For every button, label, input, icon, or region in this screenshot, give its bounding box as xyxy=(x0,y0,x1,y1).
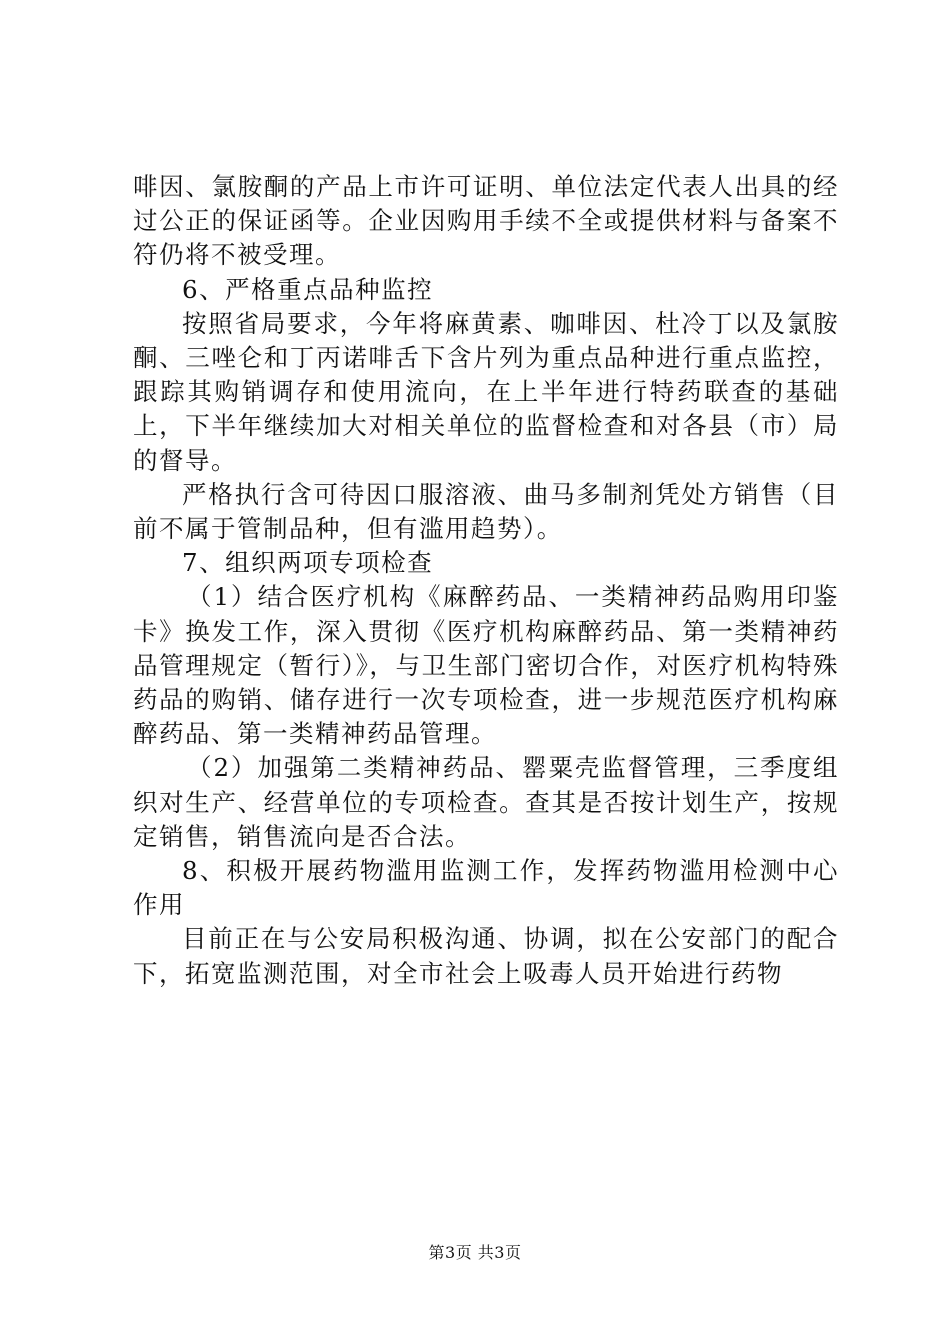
section-heading-6: 6、严格重点品种监控 xyxy=(182,274,434,304)
section-heading-8: 8、积极开展药物滥用监测工作，发挥药物滥用检测中心作用 xyxy=(133,856,839,920)
paragraph-inspection-2: （2）加强第二类精神药品、罂粟壳监督管理，三季度组织对生产、经营单位的专项检查。查其是否按计划生产，按规定销售，销售流向是否合法。 xyxy=(133,753,839,851)
paragraph-key-varieties: 按照省局要求，今年将麻黄素、咖啡因、杜冷丁以及氯胺酮、三唑仑和丁丙诺啡舌下含片列为重点品种进行重点监控，跟踪其购销调存和使用流向，在上半年进行特药联查的基础上，下半年继续加大对相关单位的监督检查和对各县（市）局的督导。 xyxy=(133,308,839,475)
paragraph-prescription-sales: 严格执行含可待因口服溶液、曲马多制剂凭处方销售（目前不属于管制品种，但有滥用趋势）。 xyxy=(133,479,839,544)
paragraph-continuation: 啡因、氯胺酮的产品上市许可证明、单位法定代表人出具的经过公正的保证函等。企业因购用手续不全或提供材料与备案不符仍将不被受理。 xyxy=(133,172,839,270)
page-footer: 第3页 共3页 xyxy=(428,1243,522,1262)
document-body xyxy=(133,170,839,991)
section-heading-7: 7、组织两项专项检查 xyxy=(182,548,434,578)
paragraph-inspection-1: （1）结合医疗机构《麻醉药品、一类精神药品购用印鉴卡》换发工作，深入贯彻《医疗机构麻醉药品、第一类精神药品管理规定（暂行）》，与卫生部门密切合作，对医疗机构特殊药品的购销、储存进行一次专项检查，进一步规范医疗机构麻醉药品、第一类精神药品管理。 xyxy=(133,582,839,749)
paragraph-monitoring: 目前正在与公安局积极沟通、协调，拟在公安部门的配合下，拓宽监测范围，对全市社会上吸毒人员开始进行药物 xyxy=(133,924,839,988)
